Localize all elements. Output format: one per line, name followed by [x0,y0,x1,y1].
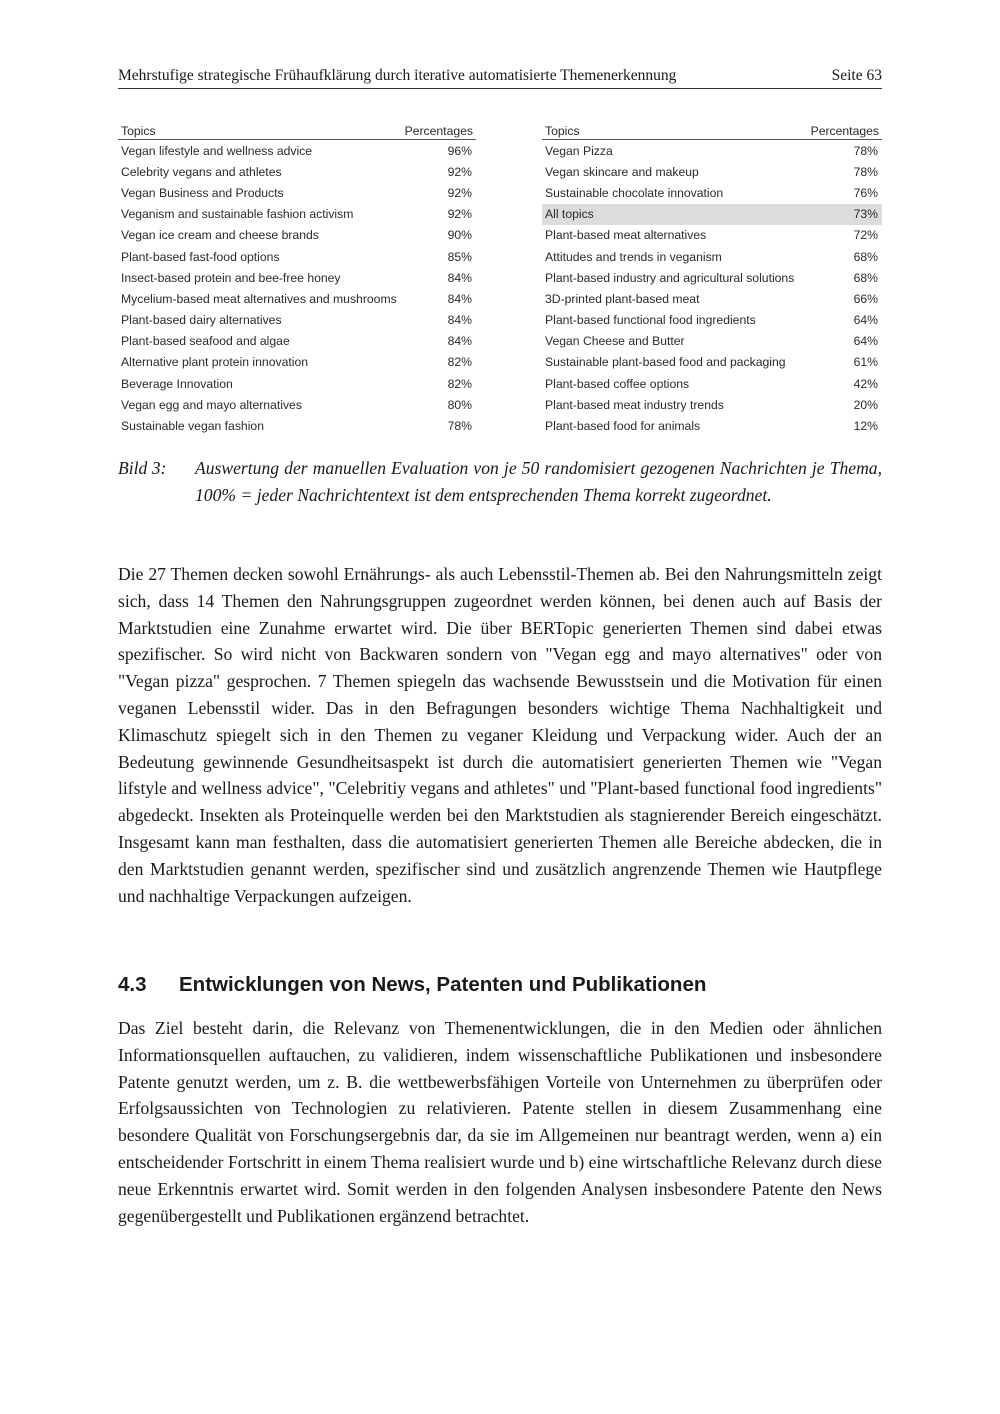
topic-cell: Sustainable vegan fashion [121,419,264,434]
topic-cell: Vegan Pizza [545,143,613,158]
section-number: 4.3 [118,973,147,996]
table-row [542,310,882,331]
table-row [118,161,476,182]
topics-table-left [118,122,476,437]
table-row [542,182,882,203]
table-row [542,394,882,415]
table-body-left [118,140,476,437]
topic-cell: Veganism and sustainable fashion activism [121,207,354,222]
percentage-cell: 85% [447,249,472,264]
table-row-all-topics [542,204,882,225]
topic-cell: Alternative plant protein innovation [121,355,308,370]
caption-text: Auswertung der manuellen Evaluation von je 50 randomisiert gezogenen Nachrichten je Thema, 100% = jeder Nachrichtentext ist dem entsprechenden Thema korrekt zugeordnet. [195,458,882,505]
topic-cell: Insect-based protein and bee-free honey [121,270,341,285]
percentage-cell: 64% [853,313,878,328]
topic-cell: Plant-based coffee options [545,376,690,391]
column-header-percentages: Percentages [805,122,882,140]
table-row [118,204,476,225]
percentage-cell: 66% [853,291,878,306]
topic-cell: Sustainable plant-based food and packaging [545,355,786,370]
topic-cell: Plant-based functional food ingredients [545,313,756,328]
percentage-cell: 84% [447,334,472,349]
percentage-cell: 42% [853,376,878,391]
table-row [118,352,476,373]
percentage-cell: 82% [447,355,472,370]
table-row [542,288,882,309]
topic-cell: Sustainable chocolate innovation [545,185,724,200]
table-row [118,288,476,309]
topic-cell: 3D-printed plant-based meat [545,291,700,306]
table-row [542,415,882,436]
percentage-cell: 72% [853,228,878,243]
percentage-cell: 82% [447,376,472,391]
topic-cell: Plant-based dairy alternatives [121,313,282,328]
table-row [118,267,476,288]
percentage-cell: 84% [447,270,472,285]
topic-cell: Plant-based food for animals [545,419,701,434]
percentage-cell: 68% [853,249,878,264]
topic-cell: Vegan lifestyle and wellness advice [121,143,313,158]
percentage-cell: 92% [447,207,472,222]
column-header-topics: Topics [118,122,401,140]
section-heading [118,973,882,1003]
table-row [542,225,882,246]
percentage-cell: 76% [853,185,878,200]
table-row [542,140,882,162]
percentage-cell: 78% [853,143,878,158]
table-row [118,246,476,267]
table-row [542,352,882,373]
percentage-cell: 84% [447,291,472,306]
percentage-cell: 96% [447,143,472,158]
percentage-cell: 73% [805,204,882,225]
table-row [118,373,476,394]
topic-cell: Attitudes and trends in veganism [545,249,722,264]
percentage-cell: 80% [447,397,472,412]
table-row [118,394,476,415]
table-row [118,140,476,162]
table-row [118,225,476,246]
topic-cell: Vegan skincare and makeup [545,164,699,179]
percentage-cell: 12% [853,419,878,434]
table-row [542,373,882,394]
table-row [118,415,476,436]
topic-cell: Vegan Business and Products [121,185,284,200]
percentage-cell: 78% [447,419,472,434]
figure-caption [118,455,882,509]
percentage-cell: 68% [853,270,878,285]
page-header [118,66,882,89]
percentage-cell: 92% [447,185,472,200]
column-header-topics: Topics [542,122,805,140]
topic-cell: Plant-based meat industry trends [545,397,724,412]
table-row [542,161,882,182]
table-body-right [542,140,882,437]
running-title: Mehrstufige strategische Frühaufklärung durch iterative automatisierte Themenerkennung [118,67,677,84]
percentage-cell: 78% [853,164,878,179]
table-header-row [542,122,882,140]
percentage-cell: 64% [853,334,878,349]
topic-cell: Celebrity vegans and athletes [121,164,282,179]
topic-cell: Vegan ice cream and cheese brands [121,228,319,243]
percentage-cell: 84% [447,313,472,328]
topic-cell: Mycelium-based meat alternatives and mushrooms [121,291,397,306]
table-row [118,331,476,352]
table-row [542,331,882,352]
table-row [118,182,476,203]
table-header-row [118,122,476,140]
topic-cell: Vegan Cheese and Butter [545,334,685,349]
percentage-cell: 20% [853,397,878,412]
section-title: Entwicklungen von News, Patenten und Publikationen [179,973,707,996]
topics-table-right [542,122,882,437]
topic-cell: Vegan egg and mayo alternatives [121,397,302,412]
column-header-percentages: Percentages [401,122,476,140]
table-row [118,310,476,331]
percentage-cell: 61% [853,355,878,370]
topic-cell: All topics [542,204,805,225]
topic-cell: Plant-based fast-food options [121,249,280,264]
body-paragraph-1: Die 27 Themen decken sowohl Ernährungs- als auch Lebensstil-Themen ab. Bei den Nahrungsmitteln zeigt sich, dass 14 Themen den Nahrungsgruppen zugeordnet werden können, bei denen auch auf Basis der Marktstudien eine Zunahme erwartet wird. Die über BERTopic generierten Themen sind dabei etwas spezifischer. So wird nicht von Backwaren sondern von "Vegan egg and mayo alternatives" oder von "Vegan pizza" gesprochen. 7 Themen spiegeln das wachsende Bewusstsein und die Motivation für einen veganen Lebensstil wider. Das in den Befragungen besonders wichtige Thema Nachhaltigkeit und Klimaschutz spiegelt sich in den Themen zu veganer Kleidung und Verpackung wider. Auch der an Bedeutung gewinnende Gesundheitsaspekt ist durch die automatisiert generierten Themen wie "Vegan lifstyle and wellness advice", "Celebritiy vegans and athletes" und "Plant-based functional food ingredients" abgedeckt. Insekten als Proteinquelle werden bei den Marktstudien als stagnierender Bereich eingeschätzt. Insgesamt kann man festhalten, dass die automatisiert generierten Themen alle Bereiche abdecken, die in den Marktstudien genannt werden, spezifischer sind und zusätzlich angrenzende Themen wie Hautpflege und nachhaltige Verpackungen aufzeigen. [118,564,882,906]
percentage-cell: 92% [447,164,472,179]
topic-cell: Beverage Innovation [121,376,233,391]
topic-cell: Plant-based industry and agricultural solutions [545,270,795,285]
page-number: Seite 63 [831,67,882,84]
topic-cell: Plant-based seafood and algae [121,334,290,349]
body-paragraph-2: Das Ziel besteht darin, die Relevanz von Themenentwicklungen, die in den Medien oder ähnlichen Informationsquellen auftauchen, zu validieren, indem wissenschaftliche Publikationen und insbesondere Patente genutzt werden, um z. B. die wettbewerbsfähigen Vorteile von Unternehmen zu überprüfen oder Erfolgsaussichten von Technologien zu relativieren. Patente stellen in diesem Zusammenhang eine besondere Qualität von Forschungsergebnis dar, da sie im Allgemeinen nur beantragt werden, wenn a) ein entscheidender Fortschritt in einem Thema realisiert wurde und b) eine wirtschaftliche Relevanz durch diese neue Erkenntnis erwartet wird. Somit werden in den folgenden Analysen insbesondere Patente den News gegenübergestellt und Publikationen ergänzend betrachtet. [118,1018,882,1226]
percentage-cell: 90% [447,228,472,243]
topic-cell: Plant-based meat alternatives [545,228,707,243]
caption-label: Bild 3: [118,458,167,478]
table-row [542,246,882,267]
table-row [542,267,882,288]
